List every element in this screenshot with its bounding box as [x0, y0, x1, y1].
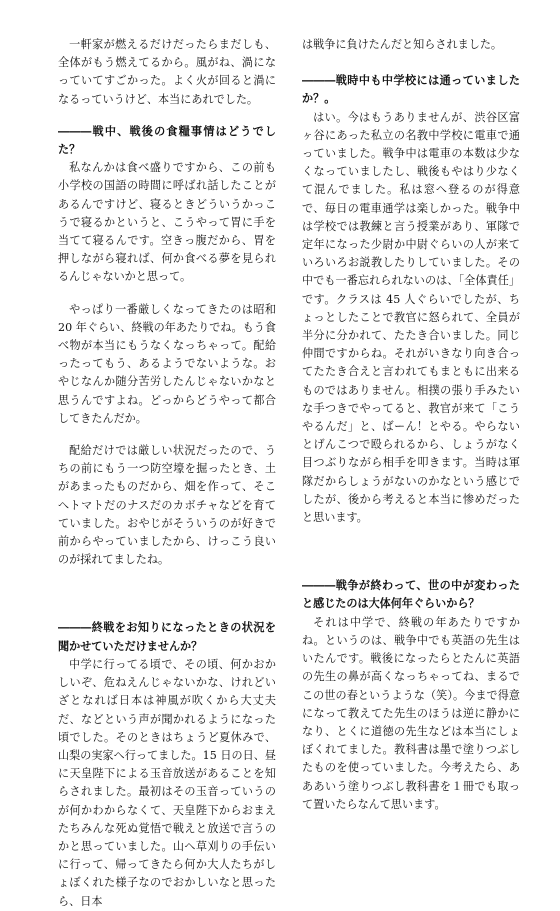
paragraph: やっぱり一番厳しくなってきたのは昭和 20 年ぐらい、終戦の年あたりでね。もう食べ物が本当にもうなくなっちゃって。配給ったってもう、あるようでないような。おやじなんか随分苦労したんじゃないかなと思うんですよね。どっからどうやって都合してきたんだか。 — [58, 302, 276, 425]
right-column — [302, 36, 520, 814]
left-column — [58, 36, 276, 911]
paragraph: 一軒家が燃えるだけだったらまだしも、全体がもう燃えてるから。風がね、渦になっていてすごかった。よく火が回ると渦になるっていうけど、本当にあれでした。 — [58, 38, 276, 106]
paragraph: 私なんかは食べ盛りですから、この前も小学校の国語の時間に呼ばれ話したことがあるんですけど、寝るときどういうかっこうで寝るかというと、こうやって胃に手を当てて寝るんです。空きっ腹だから、胃を押しながら寝れば、何か食べる夢を見られるんじゃないかと思って。 — [58, 161, 276, 284]
paragraph: 中学に行ってる頃で、その頃、何かおかしいぞ、危ねえんじゃないかな、けれどいざとなれば日本は神風が吹くから大丈夫だ、などという声が聞かれるようになった頃でした。そのときはちょうど夏休みで、山梨の実家へ行ってました。15 日の日、昼に天皇陛下による玉音放送があることを知らされました。最初はその玉音っていうのが何かわからなくて、天皇陛下からおまえたちみんな死ぬ覚悟で戦えと放送で言うのかと思っていました。山へ草刈りの手伝いに行って、帰ってきたら何か大人たちがしょぼくれた様子なのでおかしいなと思ったら、日本 — [58, 657, 276, 908]
interview-question: ―――戦争が終わって、世の中が変わったと感じたのは大体何年ぐらいから？ — [302, 579, 520, 611]
paragraph: はい。今はもうありませんが、渋谷区富ヶ谷にあった私立の名教中学校に電車で通っていました。戦争中は電車の本数は少なくなっていましたし、戦後もやはり少なくて混んでました。私は窓へ登るのが得意で、毎日の電車通学は楽しかった。戦争中は学校では教練と言う授業があり、軍隊で定年になった少尉か中尉ぐらいの人が来ていろいろお説教したりしていました。その中でも一番忘れられないのは、「全体責任」です。クラスは 45 人ぐらいでしたが、ちょっとしたことで教官に怒られて、全員が半分に分かれて、たたき合いました。同じ仲間ですからね。それがいきなり向き合ってたたき合えと言われてもまともに出来るものではありません。相撲の張り手みたいな手つきでやってると、教官が来て「こうやるんだ」と、ばーん！とやる。やらないとげんこつで殴られるから、しょうがなく目つぶりながら相手を叩きます。当時は軍隊だからしょうがないのかなという感じでしたが、後から考えると本当に惨めだったと思います。 — [302, 110, 520, 525]
interview-question: ―――戦中、戦後の食糧事情はどうでした？ — [58, 124, 276, 157]
interview-question: ―――戦時中も中学校には通っていましたか？。 — [302, 74, 520, 106]
paragraph: それは中学で、終戦の年あたりですかね。というのは、戦争中でも英語の先生はいたんです。戦後になったらとたんに英語の先生の鼻が高くなっちゃってね、まるでこの世の春というような（笑）。今まで得意になって教えてた先生のほうは逆に静かになり、とくに道徳の先生などは本当にしょぼくれてました。教科書は墨で塗りつぶしたものを使っていました。今考えたら、あああいう塗りつぶし教科書を１冊でも取って置いたらなんて思います。 — [302, 615, 520, 811]
paragraph: 配給だけでは厳しい状況だったので、うちの前にもう一つ防空壕を掘ったとき、土があまったものだから、畑を作って、そこへトマトだのナスだのカボチャなどを育てていました。おやじがそういうのが好きで前からやっていましたから、けっこう良いのが採れてましたね。 — [58, 444, 276, 567]
paragraph: は戦争に負けたんだと知らされました。 — [302, 38, 503, 51]
interview-question: ―――終戦をお知りになったときの状況を聞かせていただけませんか？ — [58, 621, 276, 653]
